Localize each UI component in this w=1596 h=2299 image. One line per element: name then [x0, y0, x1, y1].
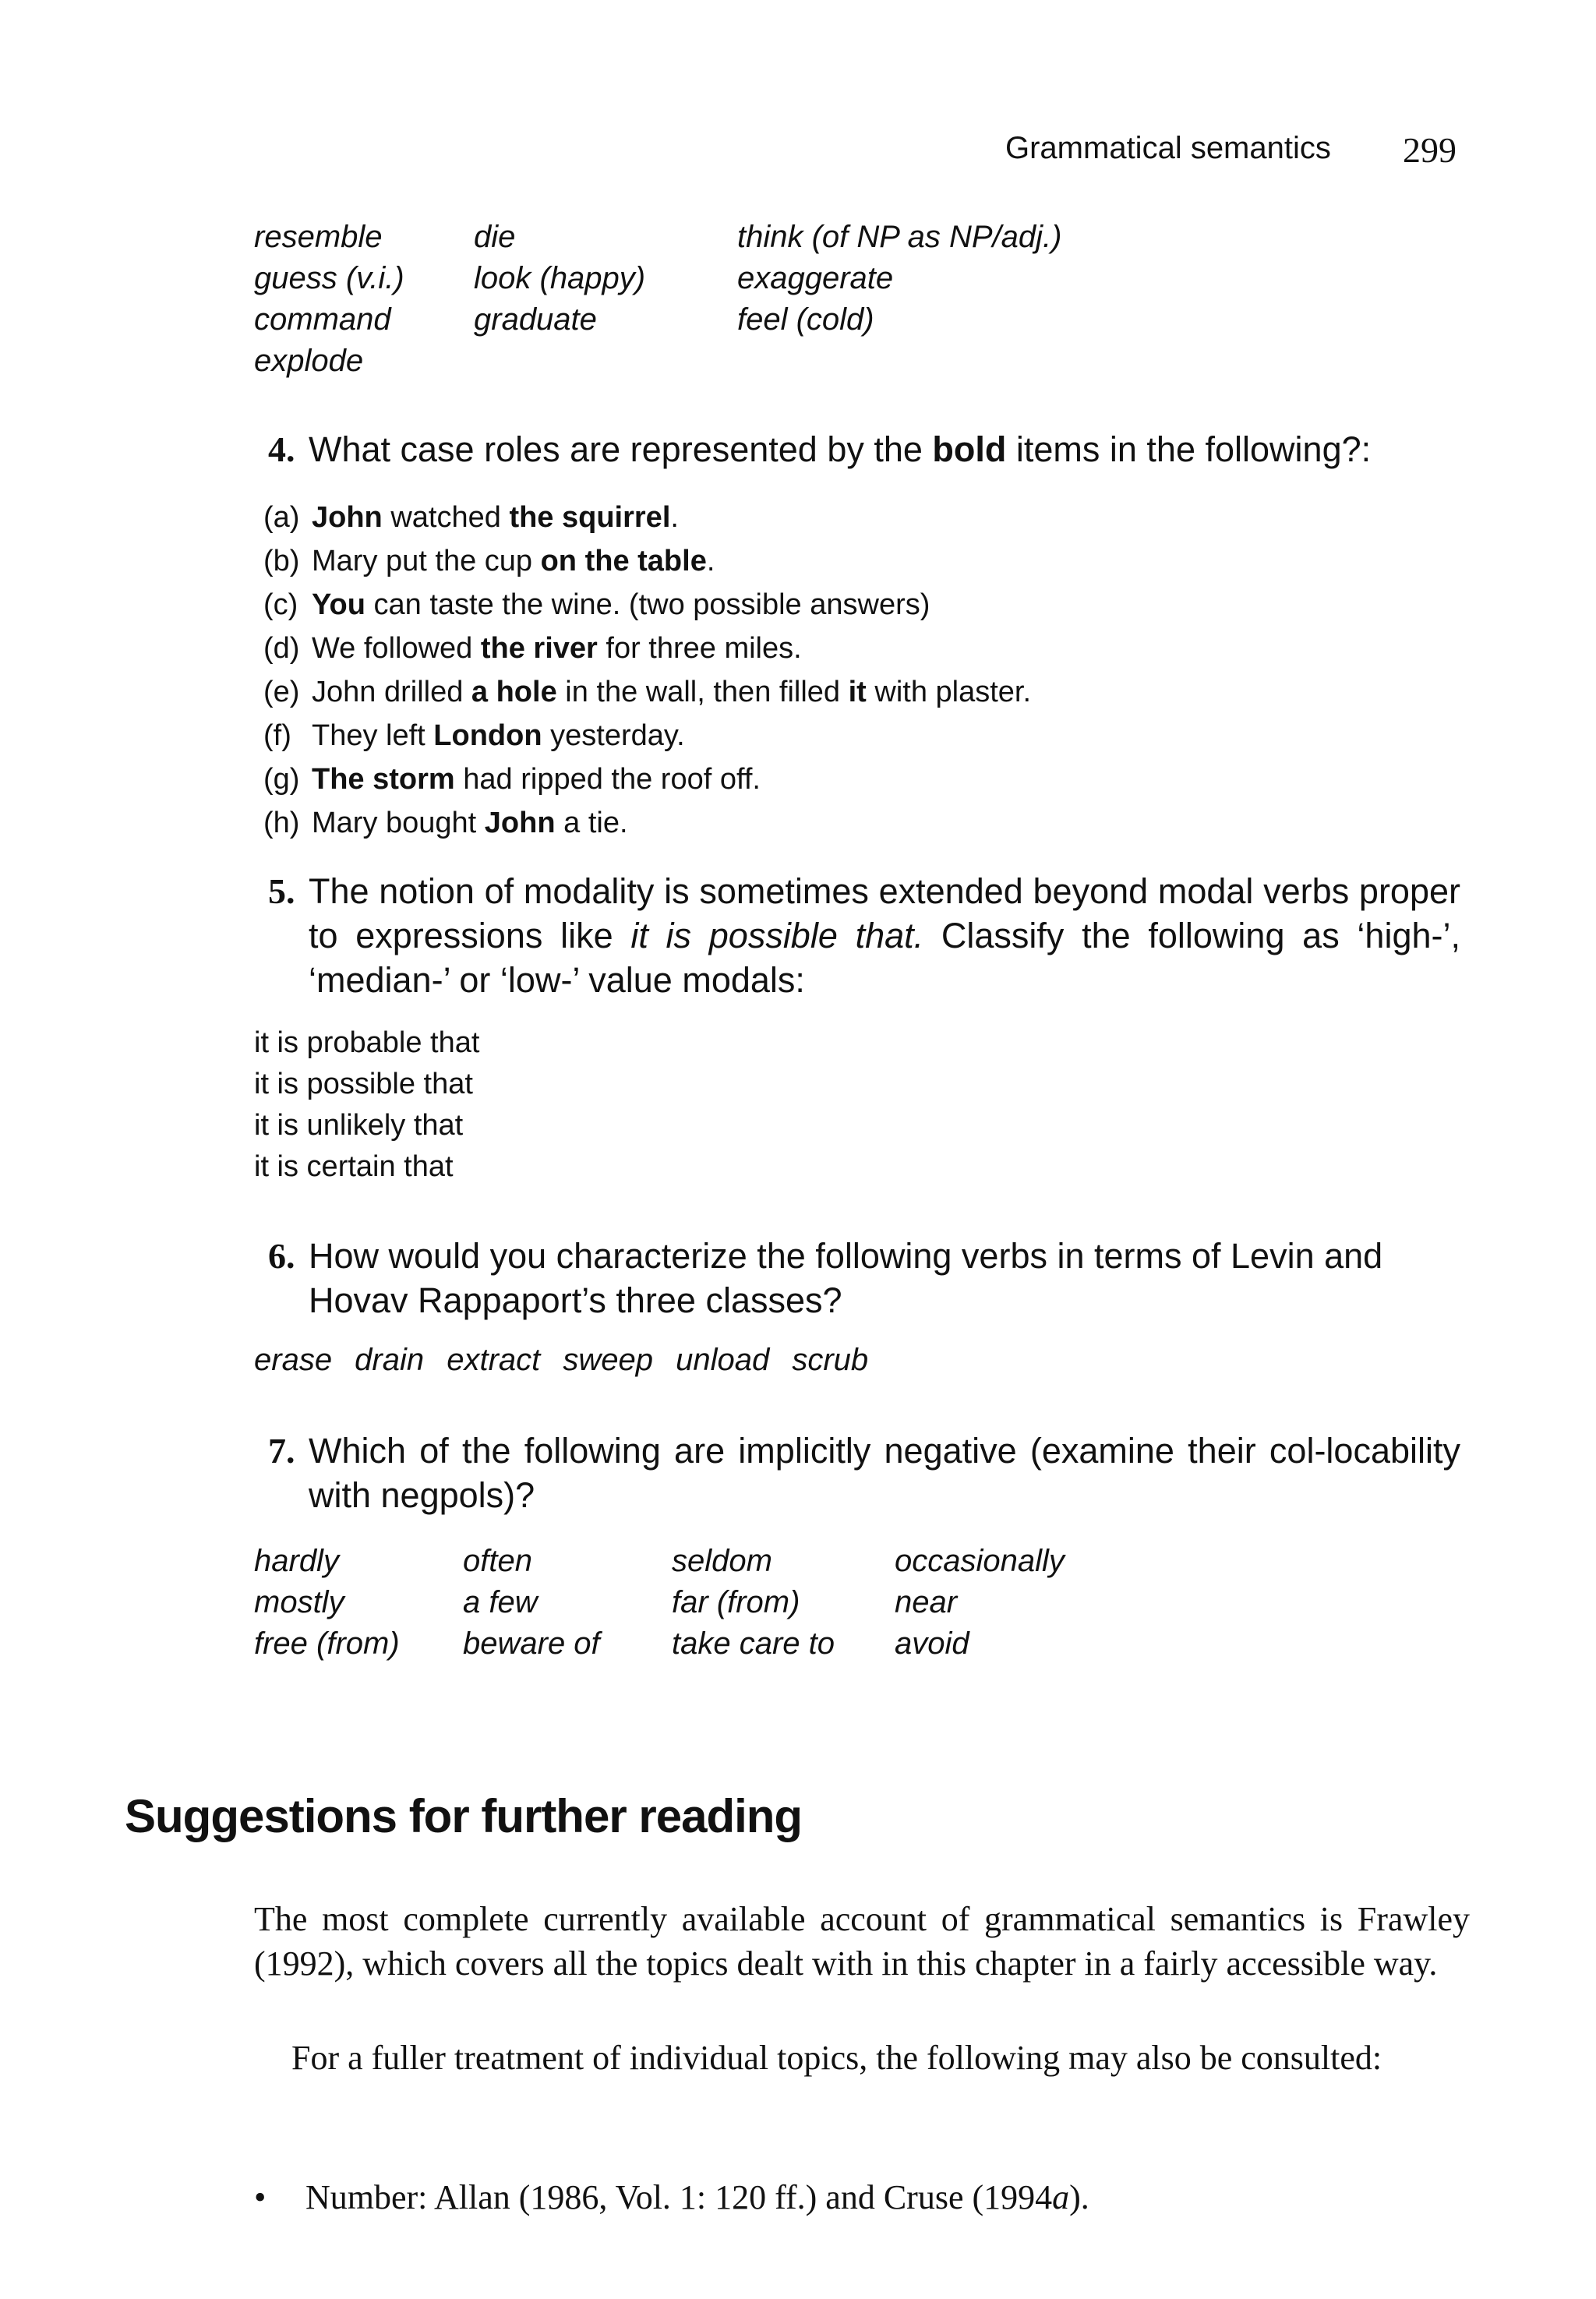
case-item: [263, 627, 1031, 670]
verb-item: guess (v.i.): [254, 261, 404, 295]
question-number: 7.: [268, 1431, 295, 1471]
verb-item: explode: [254, 344, 364, 378]
case-item-part: We followed: [312, 632, 481, 665]
case-item-bold: John: [312, 501, 383, 534]
case-item-part: with plaster.: [866, 676, 1032, 708]
question-text-part: The notion of modality is sometimes extended beyond modal verbs proper to expressions like: [309, 871, 1460, 955]
negpol-list: [254, 1541, 1128, 1665]
verb-item: look (happy): [474, 261, 646, 295]
case-item-part: They left: [312, 719, 434, 752]
case-item-part: watched: [382, 501, 510, 534]
modal-item: it is possible that: [254, 1068, 473, 1100]
case-item-bold: London: [433, 719, 542, 752]
question-text-part: What case roles are represented by the: [309, 429, 933, 469]
case-item: [263, 539, 1031, 583]
negpol-item: beware of: [463, 1626, 600, 1661]
case-item-part: a tie.: [555, 807, 628, 839]
question-text: [309, 427, 1478, 471]
case-item-bold: The storm: [312, 763, 455, 796]
bullet-text: Number: Allan (1986, Vol. 1: 120 ff.) and Cruse (1994: [305, 2178, 1053, 2216]
case-item: [263, 670, 1031, 714]
case-item-text: [312, 496, 679, 539]
question-text-part: items in the following?:: [1006, 429, 1372, 469]
verb-item: die: [474, 220, 516, 254]
question-4: [268, 427, 1478, 471]
case-item-bold: John: [484, 807, 556, 839]
case-item-label: (d): [263, 632, 300, 665]
case-item-bold: it: [848, 676, 867, 708]
negpol-item: avoid: [895, 1626, 969, 1661]
case-item-text: [312, 583, 930, 627]
question-number: 5.: [268, 871, 295, 911]
modal-item: it is probable that: [254, 1026, 480, 1059]
case-item-text: [312, 539, 715, 583]
reading-paragraph: For a fuller treatment of individual topics, the following may also be consulted:: [291, 2039, 1382, 2077]
negpol-item: hardly: [254, 1544, 339, 1578]
bullet-item: [254, 2175, 1089, 2220]
case-item-text: [312, 670, 1031, 714]
case-items-list: [263, 496, 1031, 845]
case-item-part: Mary put the cup: [312, 545, 541, 577]
section-heading: Suggestions for further reading: [125, 1790, 803, 1842]
verb-item: think (of NP as NP/adj.): [737, 220, 1062, 254]
case-item-bold: the squirrel: [509, 501, 671, 534]
reading-paragraph: The most complete currently available account of grammatical semantics is Frawley (1992), which covers all the topics dealt with in this chapter in a fairly accessible way.: [254, 1900, 1470, 1983]
question-text-part: Classify the following as ‘high-’, ‘median-’ or ‘low-’ value modals:: [309, 916, 1460, 1000]
case-item: [263, 801, 1031, 845]
verbs-list: [254, 217, 1205, 382]
question-number: 4.: [268, 429, 295, 469]
negpol-item: near: [895, 1585, 958, 1619]
case-item-part: in the wall, then filled: [556, 676, 849, 708]
modal-item: it is certain that: [254, 1150, 454, 1183]
question-text: Which of the following are implicitly negative (examine their col-locability with negpols)?: [309, 1431, 1460, 1515]
bullet-text-italic: a: [1052, 2178, 1070, 2216]
verb-item: feel (cold): [737, 302, 874, 337]
case-item-part: John drilled: [312, 676, 471, 708]
case-item: [263, 583, 1031, 627]
question-text-italic: it is possible that.: [630, 916, 924, 955]
negpol-item: far (from): [672, 1585, 800, 1619]
negpol-item: seldom: [672, 1544, 772, 1578]
case-item-text: [312, 801, 628, 845]
negpol-item: free (from): [254, 1626, 400, 1661]
bullet-marker: •: [254, 2178, 267, 2216]
question-number: 6.: [268, 1236, 295, 1276]
negpol-item: a few: [463, 1585, 538, 1619]
question-6: [268, 1234, 1460, 1323]
case-item-label: (h): [263, 807, 300, 839]
verb-item: exaggerate: [737, 261, 894, 295]
question-5: [268, 869, 1460, 1002]
case-item-label: (b): [263, 545, 300, 577]
verb-item: command: [254, 302, 391, 337]
negpol-item: often: [463, 1544, 532, 1578]
case-item-label: (a): [263, 501, 300, 534]
verb-item: graduate: [474, 302, 597, 337]
verb-item: resemble: [254, 220, 383, 254]
case-item-part: for three miles.: [597, 632, 802, 665]
negpol-item: take care to: [672, 1626, 835, 1661]
case-item-label: (g): [263, 763, 300, 796]
case-item-part: had ripped the roof off.: [454, 763, 761, 796]
q6-verbs: erase drain extract sweep unload scrub: [254, 1343, 869, 1377]
case-item: [263, 758, 1031, 801]
page-number: 299: [1403, 130, 1457, 170]
case-item-part: yesterday.: [542, 719, 685, 752]
negpol-item: occasionally: [895, 1544, 1065, 1578]
modal-list: [254, 1022, 479, 1188]
case-item: [263, 496, 1031, 539]
case-item-bold: a hole: [471, 676, 557, 708]
negpol-item: mostly: [254, 1585, 344, 1619]
case-item-bold: You: [312, 588, 365, 621]
bullet-text: ).: [1069, 2178, 1089, 2216]
question-7: [268, 1428, 1460, 1517]
modal-item: it is unlikely that: [254, 1109, 464, 1142]
case-item-part: Mary bought: [312, 807, 485, 839]
running-title: Grammatical semantics: [1005, 131, 1331, 165]
case-item-bold: on the table: [540, 545, 707, 577]
case-item-label: (f): [263, 719, 291, 752]
question-text: How would you characterize the following verbs in terms of Levin and Hovav Rappaport’s three classes?: [309, 1236, 1383, 1320]
case-item-bold: the river: [480, 632, 598, 665]
question-text-bold: bold: [932, 429, 1007, 469]
case-item-part: can taste the wine. (two possible answers): [365, 588, 930, 621]
case-item-label: (c): [263, 588, 298, 621]
case-item-text: [312, 627, 802, 670]
case-item: [263, 714, 1031, 758]
case-item-text: [312, 758, 761, 801]
case-item-label: (e): [263, 676, 300, 708]
case-item-text: [312, 714, 685, 758]
question-text: [309, 869, 1460, 1002]
case-item-part: .: [706, 545, 715, 577]
case-item-part: .: [670, 501, 679, 534]
